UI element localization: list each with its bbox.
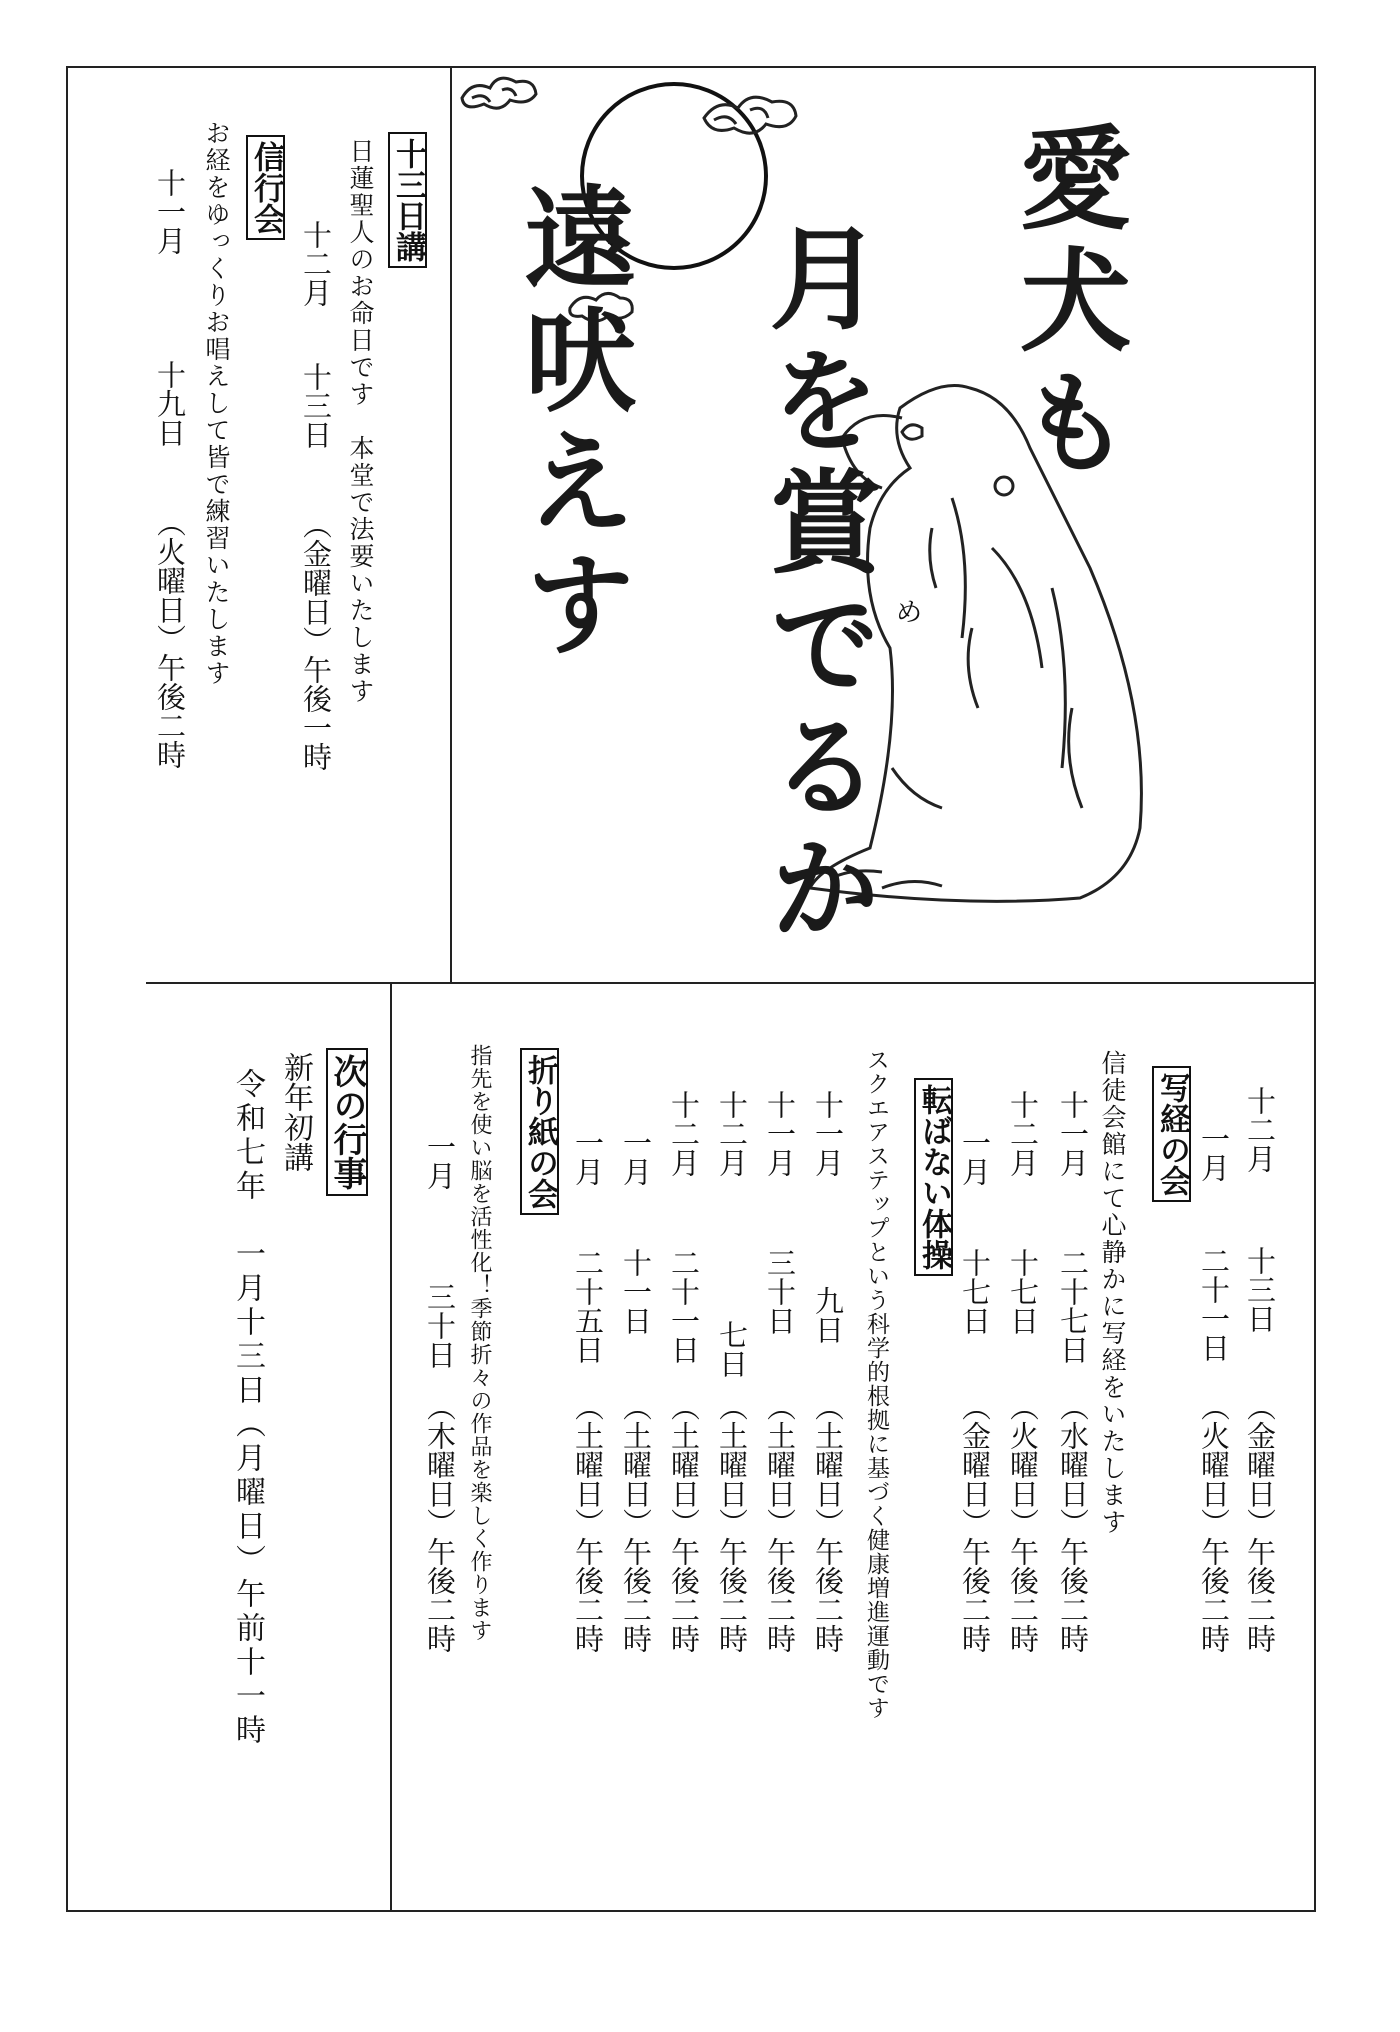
row-day: 十七日 bbox=[958, 1248, 992, 1335]
row-month: 一月 bbox=[571, 1128, 605, 1186]
row-day: 二十七日 bbox=[1056, 1248, 1090, 1364]
headline-line-1: 愛犬も bbox=[1001, 120, 1131, 486]
row-day: 三十日 bbox=[763, 1248, 797, 1335]
row-month: 十一月 bbox=[763, 1090, 797, 1177]
row-day: 二十一日 bbox=[1197, 1246, 1231, 1362]
next-events-title: 次の行事 bbox=[326, 1048, 368, 1196]
shingyokai-desc: お経をゆっくりお唱えして皆で練習いたします bbox=[202, 120, 231, 687]
taiso-row-8 bbox=[616, 1128, 656, 2028]
row-day: 三十日 bbox=[423, 1282, 457, 1369]
row-time: （火曜日）午後二時 bbox=[153, 508, 187, 769]
next-events-date: 令和七年 一月十三日（月曜日）午前十一時 bbox=[230, 1068, 265, 1748]
jusannichi-desc: 日蓮聖人のお命日です 本堂で法要いたします bbox=[346, 138, 375, 705]
row-time: （木曜日）午後二時 bbox=[423, 1392, 457, 1653]
taiso-row-7 bbox=[664, 1090, 704, 1990]
taiso-row-6 bbox=[712, 1090, 752, 1990]
jusannichi-title: 十三日講 bbox=[388, 132, 427, 268]
row-time: （土曜日）午後二時 bbox=[763, 1392, 797, 1653]
taiso-row-5 bbox=[760, 1090, 800, 1990]
shakyo-row-1 bbox=[1240, 1086, 1280, 1986]
section-divider-bottom bbox=[390, 982, 392, 1912]
row-month: 十一月 bbox=[1056, 1090, 1090, 1177]
row-time: （火曜日）午後二時 bbox=[1006, 1392, 1040, 1653]
origami-row bbox=[420, 1132, 460, 2032]
taiso-title: 転ばない体操 bbox=[914, 1078, 953, 1276]
shakyo-desc: 信徒会館にて心静かに写経をいたします bbox=[1098, 1050, 1127, 1536]
row-time: （土曜日）午後二時 bbox=[811, 1392, 845, 1653]
row-day: 十七日 bbox=[1006, 1248, 1040, 1335]
taiso-row-9 bbox=[568, 1128, 608, 2028]
row-time: （金曜日）午後二時 bbox=[1243, 1392, 1277, 1653]
row-time: （金曜日）午後二時 bbox=[958, 1392, 992, 1653]
shakyo-row-2 bbox=[1194, 1124, 1234, 2024]
row-month: 十一月 bbox=[811, 1090, 845, 1177]
row-time: （火曜日）午後二時 bbox=[1197, 1392, 1231, 1653]
row-time: （土曜日）午後二時 bbox=[571, 1392, 605, 1653]
shingyokai-title: 信行会 bbox=[246, 135, 285, 240]
taiso-desc: スクエアステップという科学的根拠に基づく健康増進運動です bbox=[863, 1048, 889, 1720]
row-day: 七日 bbox=[715, 1320, 749, 1378]
row-month: 十二月 bbox=[299, 220, 333, 307]
row-month: 十一月 bbox=[153, 168, 187, 255]
row-month: 十二月 bbox=[1006, 1090, 1040, 1177]
next-events-name: 新年初講 bbox=[278, 1052, 313, 1172]
origami-title: 折り紙の会 bbox=[520, 1048, 559, 1215]
row-day: 十三日 bbox=[299, 362, 333, 449]
row-day: 九日 bbox=[811, 1286, 845, 1344]
row-month: 一月 bbox=[423, 1132, 457, 1190]
headline-ruby: め bbox=[896, 598, 923, 628]
taiso-row-4 bbox=[808, 1090, 848, 1990]
jusannichi-row bbox=[296, 220, 336, 1120]
row-month: 一月 bbox=[1197, 1124, 1231, 1182]
shingyokai-row bbox=[150, 168, 190, 1068]
row-day: 十九日 bbox=[153, 360, 187, 447]
row-time: （土曜日）午後二時 bbox=[619, 1392, 653, 1653]
row-time: （土曜日）午後二時 bbox=[667, 1392, 701, 1653]
row-day: 二十一日 bbox=[667, 1248, 701, 1364]
taiso-row-3 bbox=[955, 1128, 995, 2028]
row-time: （金曜日）午後一時 bbox=[299, 510, 333, 771]
row-month: 十二月 bbox=[667, 1090, 701, 1177]
row-month: 十二月 bbox=[1243, 1086, 1277, 1173]
row-time: （土曜日）午後二時 bbox=[715, 1392, 749, 1653]
taiso-row-1 bbox=[1053, 1090, 1093, 1990]
row-day: 二十五日 bbox=[571, 1248, 605, 1364]
row-month: 十二月 bbox=[715, 1090, 749, 1177]
origami-desc: 指先を使い脳を活性化！季節折々の作品を楽しく作ります bbox=[467, 1044, 492, 1642]
headline-line-3: 遠吠えす bbox=[506, 180, 636, 668]
row-month: 一月 bbox=[619, 1128, 653, 1186]
headline-line-2: 月を賞でるか bbox=[751, 220, 881, 952]
row-day: 十三日 bbox=[1243, 1246, 1277, 1333]
taiso-row-2 bbox=[1003, 1090, 1043, 1990]
shakyo-title: 写経の会 bbox=[1152, 1066, 1191, 1202]
row-month: 一月 bbox=[958, 1128, 992, 1186]
row-day: 十一日 bbox=[619, 1248, 653, 1335]
row-time: （水曜日）午後二時 bbox=[1056, 1392, 1090, 1653]
